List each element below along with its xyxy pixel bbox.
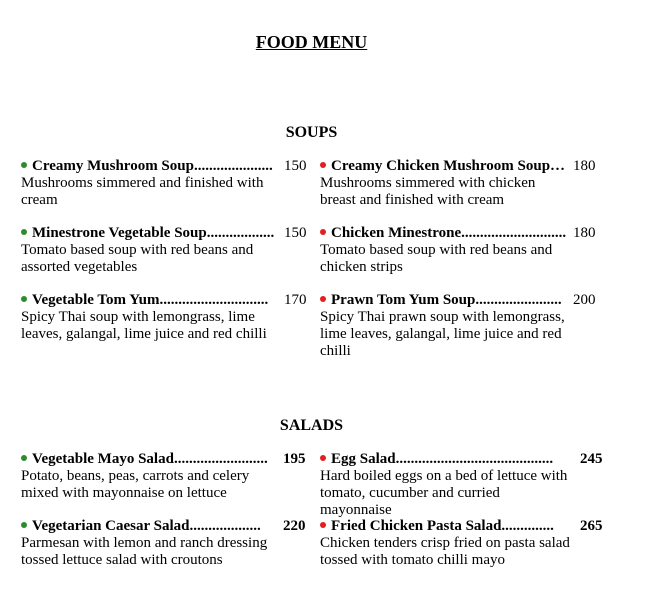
- veg-dot-icon: [21, 296, 27, 302]
- menu-item: [21, 451, 276, 502]
- veg-dot-icon: [21, 455, 27, 461]
- item-price: 150: [284, 158, 307, 174]
- item-name: Minestrone Vegetable Soup..................: [32, 225, 275, 241]
- nonveg-dot-icon: [320, 455, 326, 461]
- item-price: 195: [283, 451, 306, 467]
- item-price: 220: [283, 518, 306, 534]
- menu-item: [320, 451, 575, 519]
- item-name: Fried Chicken Pasta Salad..............: [331, 518, 554, 534]
- item-description: Parmesan with lemon and ranch dressing tossed lettuce salad with croutons: [21, 535, 268, 568]
- veg-dot-icon: [21, 522, 27, 528]
- item-name-line: [21, 451, 276, 468]
- menu-item: [21, 292, 271, 343]
- item-price: 180: [573, 158, 596, 174]
- menu-title: FOOD MENU: [255, 32, 368, 52]
- item-description: Tomato based soup with red beans and chicken strips: [320, 242, 553, 275]
- item-price: 265: [580, 518, 603, 534]
- item-description: Chicken tenders crisp fried on pasta salad tossed with tomato chilli mayo: [320, 535, 570, 568]
- item-price: 170: [284, 292, 307, 308]
- item-name-line: [21, 292, 271, 309]
- item-description: Hard boiled eggs on a bed of lettuce with tomato, cucumber and curried mayonnaise: [320, 468, 568, 518]
- item-name: Vegetarian Caesar Salad...................: [32, 518, 261, 534]
- item-name-line: [320, 451, 575, 468]
- item-name-line: [320, 292, 565, 309]
- menu-item: [320, 158, 565, 209]
- item-description: Tomato based soup with red beans and assorted vegetables: [21, 242, 254, 275]
- menu-item: [21, 225, 275, 276]
- section-heading-salads: SALADS: [279, 417, 344, 434]
- section-heading-soups: SOUPS: [285, 124, 338, 141]
- nonveg-dot-icon: [320, 229, 326, 235]
- item-name-line: [320, 225, 565, 242]
- menu-item: [320, 225, 565, 276]
- item-price: 180: [573, 225, 596, 241]
- item-description: Spicy Thai prawn soup with lemongrass, lime leaves, galangal, lime juice and red chilli: [320, 309, 565, 359]
- nonveg-dot-icon: [320, 296, 326, 302]
- item-name-line: [21, 225, 275, 242]
- item-description: Potato, beans, peas, carrots and celery mixed with mayonnaise on lettuce: [21, 468, 250, 501]
- menu-item: [320, 292, 565, 360]
- item-name: Creamy Mushroom Soup.....................: [32, 158, 273, 174]
- item-name-line: [320, 158, 565, 175]
- item-price: 245: [580, 451, 603, 467]
- item-description: Mushrooms simmered and finished with cream: [21, 175, 264, 208]
- menu-item: [320, 518, 575, 569]
- item-name: Chicken Minestrone............................: [331, 225, 567, 241]
- item-price: 200: [573, 292, 596, 308]
- nonveg-dot-icon: [320, 522, 326, 528]
- item-name: Vegetable Tom Yum.............................: [32, 292, 269, 308]
- item-price: 150: [284, 225, 307, 241]
- menu-item: [21, 518, 276, 569]
- item-name-line: [320, 518, 575, 535]
- item-name: Egg Salad..........................................: [331, 451, 554, 467]
- item-name-line: [21, 158, 271, 175]
- item-description: Spicy Thai soup with lemongrass, lime leaves, galangal, lime juice and red chilli: [21, 309, 267, 342]
- item-description: Mushrooms simmered with chicken breast and finished with cream: [320, 175, 536, 208]
- menu-item: [21, 158, 271, 209]
- item-name: Creamy Chicken Mushroom Soup…: [331, 158, 566, 174]
- veg-dot-icon: [21, 229, 27, 235]
- item-name: Prawn Tom Yum Soup.......................: [331, 292, 562, 308]
- item-name-line: [21, 518, 276, 535]
- item-name: Vegetable Mayo Salad.........................: [32, 451, 268, 467]
- veg-dot-icon: [21, 162, 27, 168]
- nonveg-dot-icon: [320, 162, 326, 168]
